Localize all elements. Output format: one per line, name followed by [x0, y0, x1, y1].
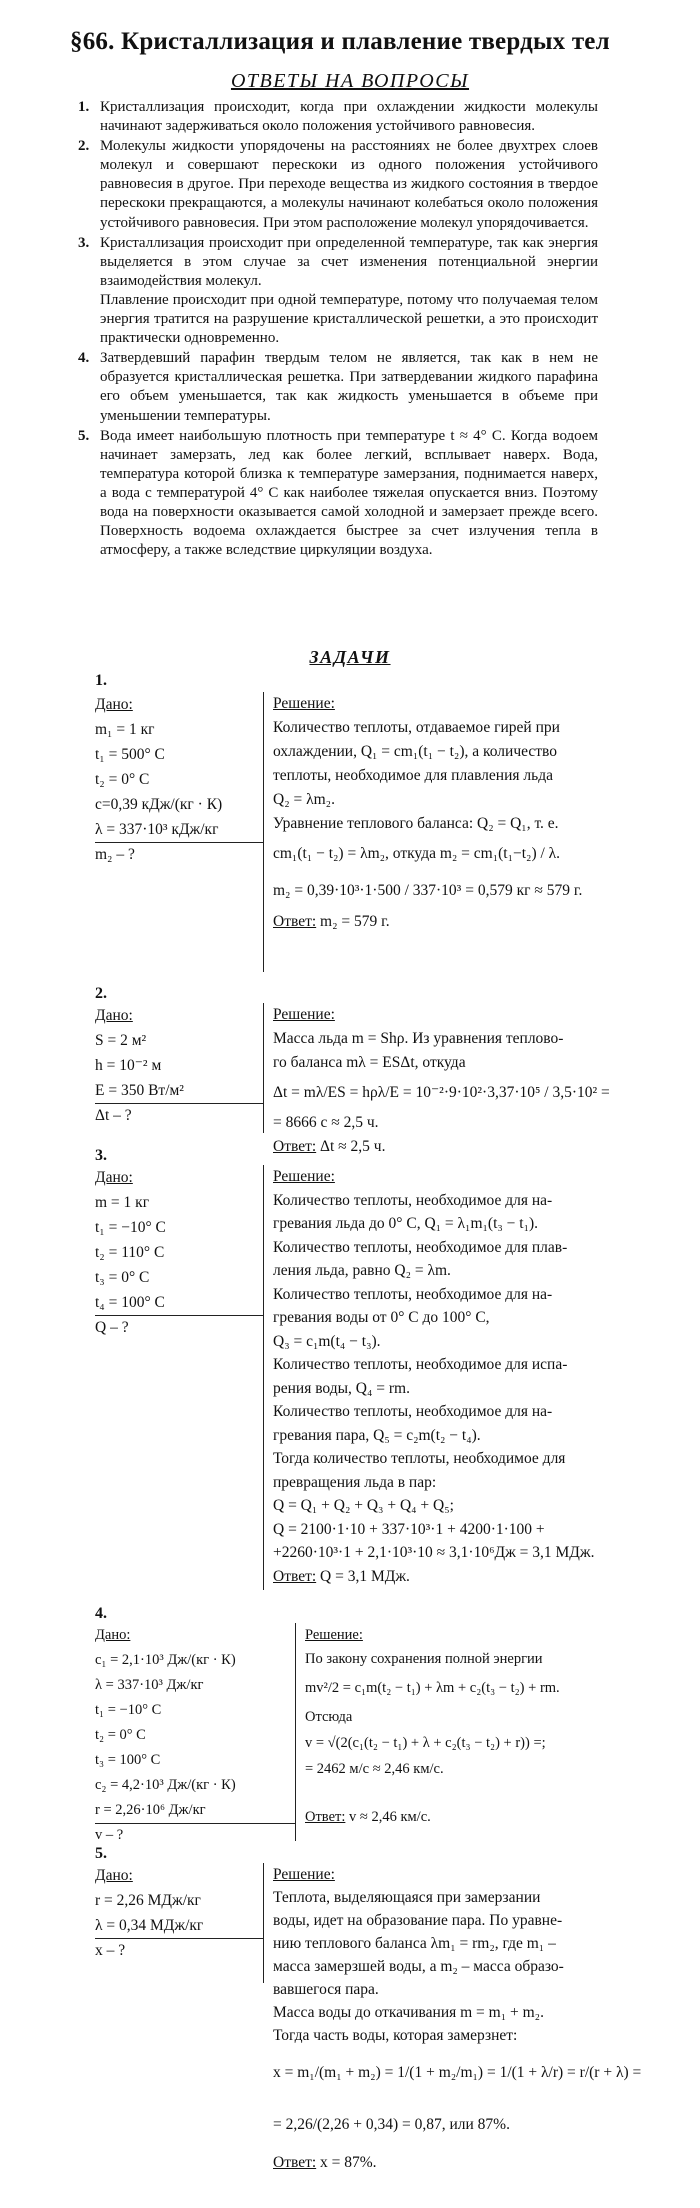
given-item: t₃ = 0° C — [95, 1269, 150, 1286]
task-2 — [95, 985, 620, 1155]
solution-line: масса замерзшей воды, а m₂ – масса образо- — [273, 1958, 564, 1975]
task-3 — [95, 1147, 620, 1592]
given-divider — [95, 842, 263, 843]
tasks-heading: ЗАДАЧИ — [309, 647, 391, 667]
answer-number: 1. — [78, 99, 90, 115]
given-label: Дано: — [95, 1867, 133, 1884]
find-item: x – ? — [95, 1942, 126, 1959]
solution-line: гревания льда до 0° С, Q₁ = λ₁m₁(t₃ − t₁). — [273, 1215, 539, 1232]
solution-line: Q = 2100·1·10 + 337·10³·1 + 4200·1·100 + — [273, 1520, 545, 1538]
given-item: t₂ = 110° C — [95, 1244, 165, 1261]
solution-label: Решение: — [273, 1168, 335, 1185]
task-number: 1. — [95, 672, 107, 689]
solution-line: гревания пара, Q₅ = c₂m(t₂ − t₄). — [273, 1426, 481, 1444]
solution-line: Тогда часть воды, которая замерзнет: — [273, 2027, 518, 2044]
answer-value: Q = 3,1 МДж. — [320, 1567, 410, 1585]
solution-line: = 2462 м/с ≈ 2,46 км/с. — [305, 1761, 444, 1777]
given-divider — [95, 1823, 295, 1824]
solution-block — [305, 1623, 560, 1829]
given-block — [95, 1623, 236, 1848]
given-item: λ = 337·10³ Дж/кг — [95, 1677, 204, 1693]
find-item: m₂ – ? — [95, 846, 135, 863]
answer-value: m₂ = 579 г. — [320, 913, 390, 930]
solution-block — [273, 1863, 641, 2174]
solution-line: = 2,26/(2,26 + 0,34) = 0,87, или 87%. — [273, 2116, 510, 2133]
solution-line: вавшегося пара. — [273, 1981, 379, 1998]
solution-line: Тогда количество теплоты, необходимое для — [273, 1450, 566, 1467]
solution-block — [273, 1165, 594, 1588]
given-item: λ = 337·10³ кДж/кг — [95, 821, 219, 838]
given-item: t₄ = 100° C — [95, 1294, 165, 1311]
solution-line: v = √(2(c₁(t₂ − t₁) + λ + c₂(t₃ − t₂) + r)) =; — [305, 1735, 546, 1751]
solution-block — [273, 1003, 610, 1159]
given-label: Дано: — [95, 1007, 133, 1024]
given-item: S = 2 м² — [95, 1032, 147, 1049]
answer-number: 3. — [78, 234, 90, 251]
answer-text: Молекулы жидкости упорядочены на расстояниях не более двухтрех слоев молекул и совершают перескоки из одного положения устойчивого равновесия в другое. При переходе вещества из жидкого состояния в твердое перескоки прекращаются, а молекулы начинают колебаться около положения устойчивого равновесия. При этом расположение молекул упорядочивается. — [100, 138, 598, 231]
answer-text: Затвердевший парафин твердым телом не является, так как в нем не образуется кристаллическая решетка. При затвердевании жидкого парафина его объем уменьшается, так как жидкость уменьшается в объеме при уменьшении температуры. — [100, 350, 598, 424]
answer-label: Ответ: — [273, 1138, 317, 1155]
answer-value: Δt ≈ 2,5 ч. — [320, 1138, 386, 1155]
given-divider — [95, 1103, 263, 1104]
answer-line — [273, 910, 582, 934]
solution-line: = 8666 с ≈ 2,5 ч. — [273, 1114, 379, 1131]
solution-line: Количество теплоты, необходимое для на- — [273, 1285, 553, 1303]
answer-text: Кристаллизация происходит, когда при охлаждении жидкости молекулы начинают задерживаться около положения устойчивого равновесия. — [100, 99, 598, 135]
solution-divider — [263, 1003, 264, 1133]
given-item: c=0,39 кДж/(кг · К) — [95, 796, 223, 813]
task-5 — [95, 1845, 642, 2200]
given-item: h = 10⁻² м — [95, 1057, 162, 1074]
solution-line: Теплота, выделяющаяся при замерзании — [273, 1889, 541, 1906]
given-item: t₁ = −10° C — [95, 1702, 162, 1718]
solution-label: Решение: — [273, 695, 335, 712]
solution-line: охлаждении, Q₁ = cm₁(t₁ − t₂), а количество — [273, 743, 558, 760]
solution-line: +2260·10³·1 + 2,1·10³·10 ≈ 3,1·10⁶Дж = 3,1 МДж. — [273, 1544, 595, 1561]
given-item: t₁ = −10° C — [95, 1219, 166, 1236]
solution-line: го баланса mλ = ESΔt, откуда — [273, 1054, 466, 1071]
given-block — [95, 1003, 184, 1128]
solution-divider — [263, 1863, 264, 1983]
given-item: m = 1 кг — [95, 1194, 150, 1211]
answer-text: Кристаллизация происходит при определенной температуре, так как энергия выделяется в этом случае за счет изменения потенциальной энергии взаимодействия молекул. — [100, 234, 598, 289]
answer-item — [78, 349, 598, 425]
given-block — [95, 1165, 166, 1340]
answer-item — [78, 427, 598, 561]
answer-line — [305, 1805, 560, 1829]
answer-label: Ответ: — [273, 1567, 317, 1585]
solution-divider — [263, 1165, 264, 1590]
task-number: 5. — [95, 1845, 107, 1862]
solution-line: теплоты, необходимое для плавления льда — [273, 767, 553, 784]
answer-text: Плавление происходит при одной температуре, потому что получаемая телом энергия тратится на разрушение кристаллической решетки, а это происходит практически одновременно. — [100, 291, 598, 347]
solution-line: mv²/2 = c₁m(t₂ − t₁) + λm + c₂(t₃ − t₂) + rm. — [305, 1680, 560, 1696]
solution-line: рения воды, Q₄ = rm. — [273, 1379, 410, 1397]
solution-divider — [295, 1623, 296, 1841]
task-4 — [95, 1605, 620, 1843]
find-item: Q – ? — [95, 1319, 129, 1336]
solution-label: Решение: — [273, 1006, 335, 1023]
answer-number: 4. — [78, 350, 90, 367]
solution-line: Δt = mλ/ES = hρλ/E = 10⁻²·9·10²·3,37·10⁵ / 3,5·10² = — [273, 1084, 610, 1101]
task-number: 3. — [95, 1147, 107, 1164]
solution-line: Количество теплоты, отдаваемое гирей при — [273, 719, 560, 736]
solution-divider — [263, 692, 264, 972]
solution-line: гревания воды от 0° С до 100° С, — [273, 1309, 490, 1326]
solution-line: Q₃ = c₁m(t₄ − t₃). — [273, 1332, 381, 1350]
solution-line: Количество теплоты, необходимое для испа- — [273, 1356, 568, 1373]
task-number: 4. — [95, 1605, 107, 1622]
solution-line: По закону сохранения полной энергии — [305, 1651, 543, 1667]
given-item: r = 2,26 МДж/кг — [95, 1892, 201, 1909]
solution-line: Отсюда — [305, 1709, 353, 1725]
answer-item — [78, 137, 598, 232]
solution-block — [273, 692, 582, 934]
given-label: Дано: — [95, 1169, 133, 1186]
solution-line: Количество теплоты, необходимое для плав- — [273, 1238, 568, 1256]
answer-value: v ≈ 2,46 км/с. — [349, 1809, 431, 1825]
given-block — [95, 1863, 203, 1963]
solution-line: m₂ = 0,39·10³·1·500 / 337·10³ = 0,579 кг ≈ 579 г. — [273, 882, 583, 899]
solution-line: воды, идет на образование пара. По уравне- — [273, 1912, 563, 1929]
answer-label: Ответ: — [273, 2154, 317, 2171]
find-item: v – ? — [95, 1827, 124, 1843]
solution-line: превращения льда в пар: — [273, 1473, 437, 1491]
solution-line: x = m₁/(m₁ + m₂) = 1/(1 + m₂/m₁) = 1/(1 + λ/r) = r/(r + λ) = — [273, 2064, 642, 2081]
solution-line: Количество теплоты, необходимое для на- — [273, 1191, 553, 1209]
solution-line: Q₂ = λm₂. — [273, 791, 335, 808]
answer-line — [273, 1565, 594, 1589]
given-item: t₁ = 500° C — [95, 746, 165, 763]
given-item: m₁ = 1 кг — [95, 721, 155, 738]
page-title: §66. Кристаллизация и плавление твердых тел — [70, 28, 610, 55]
solution-line: Масса воды до откачивания m = m₁ + m₂. — [273, 2004, 544, 2021]
answer-number: 5. — [78, 427, 90, 444]
given-label: Дано: — [95, 696, 133, 713]
solution-line: ления льда, равно Q₂ = λm. — [273, 1262, 451, 1279]
given-block — [95, 692, 222, 867]
answer-value: x = 87%. — [320, 2154, 377, 2171]
answer-item — [78, 98, 598, 136]
answer-number: 2. — [78, 138, 90, 155]
solution-line: нию теплового баланса λm₁ = rm₂, где m₁ – — [273, 1935, 556, 1952]
solution-line: Количество теплоты, необходимое для на- — [273, 1403, 553, 1420]
solution-label: Решение: — [305, 1627, 363, 1643]
given-item: t₃ = 100° C — [95, 1752, 161, 1768]
given-item: r = 2,26·10⁶ Дж/кг — [95, 1802, 206, 1818]
given-item: c₁ = 2,1·10³ Дж/(кг · К) — [95, 1652, 236, 1668]
given-divider — [95, 1938, 263, 1939]
answers-list — [78, 98, 598, 561]
solution-line: Q = Q₁ + Q₂ + Q₃ + Q₄ + Q₅; — [273, 1497, 454, 1514]
answer-item — [78, 234, 598, 349]
given-item: λ = 0,34 МДж/кг — [95, 1917, 204, 1934]
given-item: c₂ = 4,2·10³ Дж/(кг · К) — [95, 1777, 236, 1793]
task-1 — [95, 672, 620, 972]
given-label: Дано: — [95, 1627, 131, 1643]
given-item: E = 350 Вт/м² — [95, 1082, 184, 1099]
answers-heading: ОТВЕТЫ НА ВОПРОСЫ — [230, 70, 470, 92]
given-divider — [95, 1315, 263, 1316]
answer-line — [273, 2151, 641, 2174]
find-item: Δt – ? — [95, 1107, 132, 1124]
given-item: t₂ = 0° C — [95, 771, 150, 788]
solution-label: Решение: — [273, 1866, 335, 1883]
answer-label: Ответ: — [305, 1809, 346, 1825]
solution-line: Масса льда m = Shρ. Из уравнения теплово- — [273, 1030, 564, 1047]
task-number: 2. — [95, 985, 107, 1002]
answer-label: Ответ: — [273, 913, 317, 930]
answer-text: Вода имеет наибольшую плотность при температуре t ≈ 4° С. Когда водоем начинает замерзать, лед как более легкий, всплывает наверх. Вода, температура которой близка к температуре замерзания, поднимается наверх, а вода с температурой 4° С как наиболее тяжелая опускается вниз. Поэтому вода на поверхности оказывается самой холодной и замерзает прежде всего. Поверхность водоема охлаждается быстрее за счет излучения тепла в атмосферу, а также вследствие циркуляции воздуха. — [100, 427, 598, 559]
given-item: t₂ = 0° C — [95, 1727, 146, 1743]
solution-line: Уравнение теплового баланса: Q₂ = Q₁, т. е. — [273, 815, 559, 832]
solution-line: cm₁(t₁ − t₂) = λm₂, откуда m₂ = cm₁(t₁−t₂) / λ. — [273, 845, 561, 862]
